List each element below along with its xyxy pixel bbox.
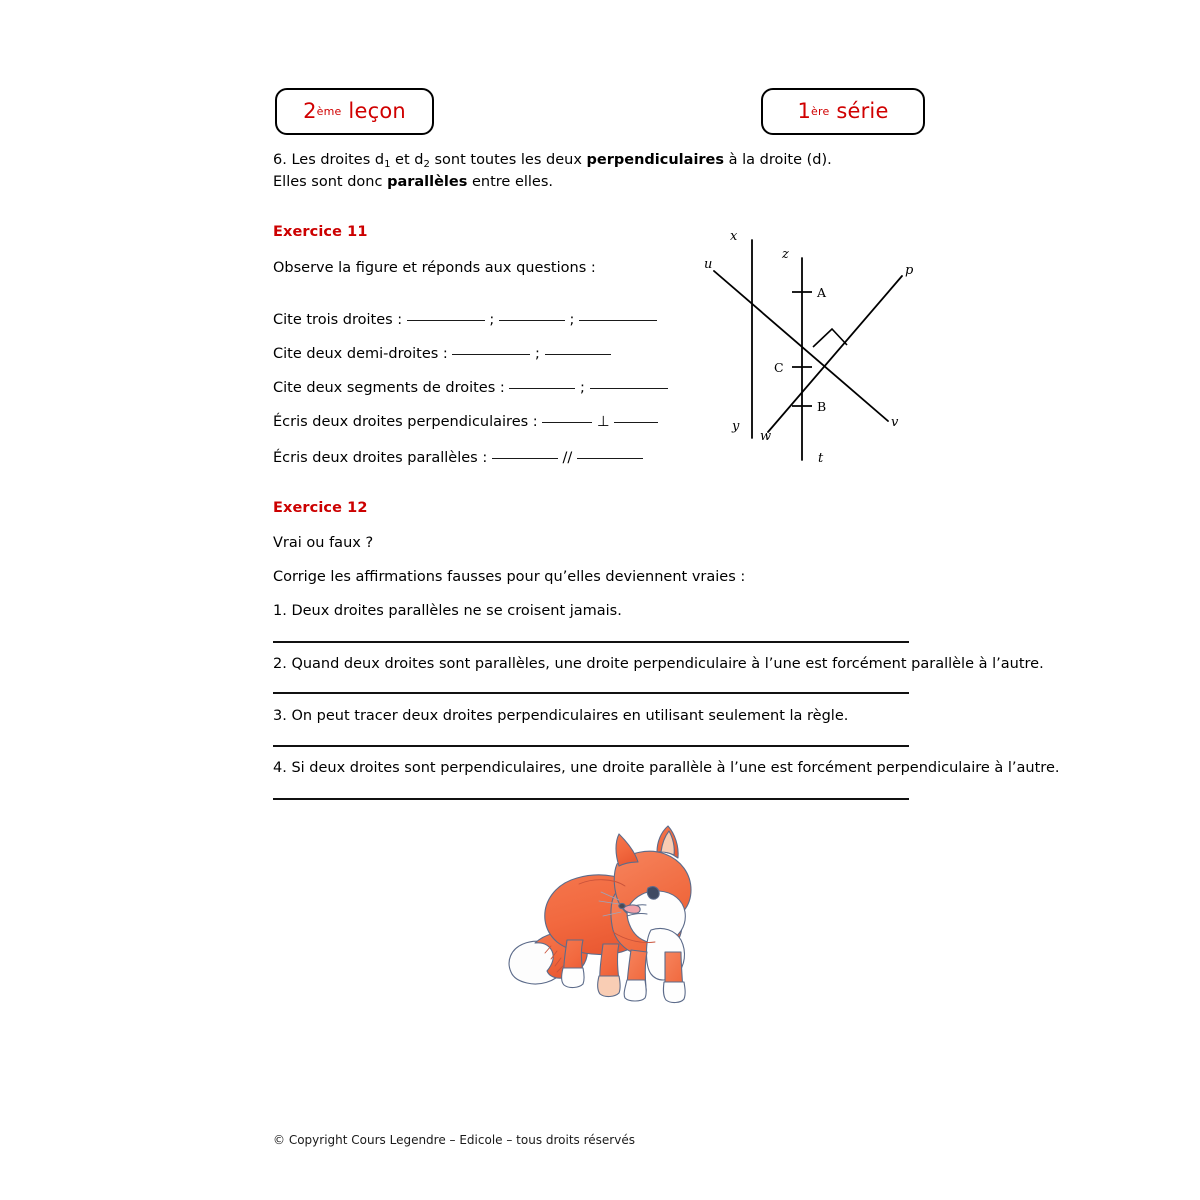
separator: ;: [535, 346, 540, 362]
exercise-12-title: Exercice 12: [273, 500, 368, 516]
series-badge: 1 ère série: [761, 88, 925, 135]
answer-blank[interactable]: [545, 354, 611, 355]
separator: ;: [580, 380, 585, 396]
answer-blank[interactable]: [452, 354, 530, 355]
intro-text-d: à la droite (d).: [724, 152, 832, 168]
statement-1: 1. Deux droites parallèles ne se croisent jamais.: [273, 603, 622, 619]
intro-bold-perpendiculaires: perpendiculaires: [586, 152, 725, 168]
question-label: Écris deux droites perpendiculaires :: [273, 414, 538, 430]
intro-bold-paralleles: parallèles: [387, 174, 468, 190]
separator: ;: [489, 312, 495, 328]
intro-line-2: [273, 172, 913, 193]
fox-illustration: [505, 822, 710, 1007]
figure-label-p: p: [905, 263, 914, 278]
intro-text-f: entre elles.: [467, 174, 554, 190]
answer-rule-2[interactable]: [273, 692, 909, 694]
perpendicular-symbol: ⊥: [596, 414, 610, 430]
figure-label-z: z: [782, 247, 789, 262]
answer-blank[interactable]: [542, 422, 592, 423]
intro-text-b: et d: [390, 152, 424, 168]
answer-blank[interactable]: [577, 458, 643, 459]
figure-label-v: v: [891, 415, 899, 430]
question-cite-deux-demi-droites: [273, 346, 611, 362]
question-ecris-perpendiculaires: [273, 414, 658, 430]
answer-blank[interactable]: [614, 422, 658, 423]
fox-nose: [619, 903, 625, 908]
fox-hind-paw-left: [562, 968, 585, 988]
footer-copyright: © Copyright Cours Legendre – Edicole – tous droits réservés: [273, 1133, 635, 1147]
exercise-12-prompt-1: Vrai ou faux ?: [273, 535, 374, 551]
figure-point-C: C: [774, 360, 784, 375]
question-cite-deux-segments: [273, 380, 668, 396]
statement-4: 4. Si deux droites sont perpendiculaires, une droite parallèle à l’une est forcément perpendiculaire à l’autre.: [273, 760, 1060, 776]
series-badge-word: série: [836, 99, 889, 123]
question-label: Écris deux droites parallèles :: [273, 450, 488, 466]
statement-3: 3. On peut tracer deux droites perpendiculaires en utilisant seulement la règle.: [273, 708, 849, 724]
series-badge-number: 1: [797, 99, 811, 123]
parallel-symbol: //: [562, 450, 573, 466]
answer-blank[interactable]: [407, 320, 485, 321]
fox-hind-paw-right: [598, 976, 621, 997]
answer-rule-3[interactable]: [273, 745, 909, 747]
figure-label-u: u: [704, 257, 713, 272]
lesson-badge-number: 2: [303, 99, 317, 123]
question-ecris-paralleles: [273, 450, 643, 466]
intro-text-e: Elles sont donc: [273, 174, 388, 190]
exercise-11-instruction: Observe la figure et réponds aux questions :: [273, 260, 596, 276]
fox-eye: [647, 887, 659, 900]
answer-rule-1[interactable]: [273, 641, 909, 643]
figure-label-y: y: [732, 419, 740, 434]
answer-blank[interactable]: [499, 320, 565, 321]
figure-label-x: x: [730, 229, 738, 244]
intro-subscript-2: 2: [423, 159, 430, 170]
lesson-badge: 2 ème leçon: [275, 88, 434, 135]
fox-front-paw-left: [624, 980, 646, 1001]
figure-point-A: A: [817, 285, 827, 300]
geometry-figure: [690, 216, 935, 476]
fox-front-paw-right: [663, 982, 685, 1003]
intro-line-1: [273, 150, 913, 172]
line-wp: [768, 276, 902, 432]
figure-point-B: B: [817, 399, 827, 414]
lesson-badge-word: leçon: [348, 99, 406, 123]
intro-text-a: 6. Les droites d: [273, 152, 385, 168]
exercise-12-prompt-2: Corrige les affirmations fausses pour qu’elles deviennent vraies :: [273, 569, 746, 585]
answer-blank[interactable]: [590, 388, 668, 389]
fox-ear-left: [616, 834, 638, 866]
answer-rule-4[interactable]: [273, 798, 909, 800]
right-angle-marker: [813, 329, 847, 347]
statement-2: 2. Quand deux droites sont parallèles, une droite perpendiculaire à l’une est forcément parallèle à l’autre.: [273, 656, 1044, 672]
question-label: Cite trois droites :: [273, 312, 403, 328]
figure-label-t: t: [818, 451, 824, 466]
question-cite-trois-droites: [273, 312, 657, 328]
answer-blank[interactable]: [579, 320, 657, 321]
line-uv: [714, 271, 888, 421]
answer-blank[interactable]: [509, 388, 575, 389]
question-label: Cite deux demi-droites :: [273, 346, 448, 362]
separator: ;: [569, 312, 575, 328]
figure-label-w: w: [760, 429, 772, 444]
intro-subscript-1: 1: [384, 159, 391, 170]
question-label: Cite deux segments de droites :: [273, 380, 505, 396]
exercise-11-title: Exercice 11: [273, 224, 368, 240]
answer-blank[interactable]: [492, 458, 558, 459]
intro-paragraph: [273, 150, 913, 193]
intro-text-c: sont toutes les deux: [429, 152, 587, 168]
